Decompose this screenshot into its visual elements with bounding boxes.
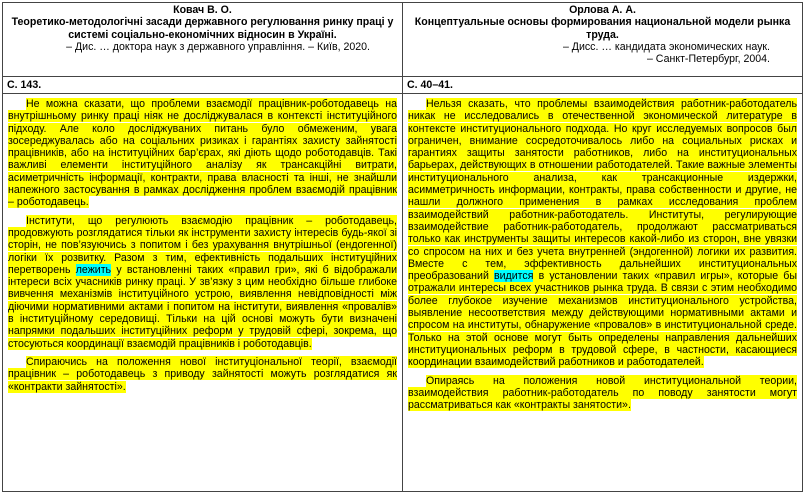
left-source: – Дис. … доктора наук з державного управління. – Київ, 2020. <box>66 40 370 53</box>
right-column <box>403 3 802 491</box>
right-source-line-1: – Дисс. … кандидата экономических наук. <box>562 40 770 53</box>
right-p2-text: Опираясь на положения новой институциональной теории, взаимодействия работник-работодатель по поводу занятости могут рассматриваться как «контракты занятости». <box>408 374 797 412</box>
left-title: Теоретико-методологічні засади державного регулювання ринку праці у системі соціально-економічних відносин в Україні. <box>11 16 394 41</box>
right-p1-text: Нельзя сказать, что проблемы взаимодействия работник-работодатель никак не исследовались в отечественной экономической литературе в контексте институционального подхода. Но круг исследуемых вопросов был ограничен, внимание сосредоточивалось либо на социальных рисках и гарантиях защиты занятости работников, либо на институциональных барьерах, действующих в отношении работодателей. Такие важные элементы институционального анализа, как трансакционные издержки, асимметричность информации, контракты, права собственности и другие, не нашли должного применения в рамках исследования проблем взаимодействий работник-работодатель. Институты, регулирующие взаимодействие работник-работодатель, продолжают рассматриваться только как инструменты защиты интересов какой-либо из сторон, вне увязки со спросом на них и без учета внутренней (эндогенной) логики их развития. Вместе с тем, эффективность дальнейших институциональных преобразований <box>408 98 797 283</box>
right-p1-text-c: в установлении таких «правил игры», которые бы отражали интересы всех участников рынка труда. В связи с этим необходимо более глубокое изучение механизмов институционального устройства, выявление несоответствия между действующими нормативными актами и спросом на институты, обнаружение «провалов» в институциональной среде. Только на этой основе могут быть определены направления дальнейших институциональных реформ в трудовой сфере, в частности, касающиеся координации взаимодействий работников и работодателей. <box>408 270 797 369</box>
right-paragraph-2 <box>408 375 797 412</box>
left-p2-diff-word: лежить <box>75 263 112 276</box>
comparison-table <box>2 2 803 492</box>
left-p2-text-a: Інститути, що регулюють взаємодію працівник – роботодавець, продовжують розглядатися тільки як інструменти захисту інтересів будь-якої зі сторін, не пов’язуючись з попитом і без урахування внутрішньої (ендогенної) логіки їх розвитку. Разом з тим, ефективність подальших інституційних перетворень <box>8 214 397 276</box>
left-p3-text: Спираючись на положення нової інституціональної теорії, взаємодії працівник – роботодавець з приводу зайнятості можуть розглядатися як «контракти зайнятості». <box>8 355 397 393</box>
left-column <box>3 3 403 491</box>
right-paragraph-1 <box>408 98 797 369</box>
right-p1-diff-word: видится <box>494 270 534 283</box>
right-author: Орлова А. А. <box>569 4 636 16</box>
left-p1-text: Не можна сказати, що проблеми взаємодії працівник-роботодавець на внутрішньому ринку праці ніяк не досліджувалася в контексті інституційного підходу. Але коло досліджуваних питань було обмеженим, увага зосереджувалась або на соціальних ризиках і гарантіях захисту зайнятості працівників, або на інституційних бар’єрах, які діють щодо роботодавців. Такі важливі елементи інституційного аналізу як трансакційні витрати, асиметричність інформації, контракти, права власності та інші, не знайшли напежного застосування в рамках дослідження проблем взаємодій працівник – роботодавець. <box>8 98 397 209</box>
right-header <box>403 3 802 77</box>
right-title: Концептуальные основы формирования национальной модели рынка труда. <box>414 16 791 41</box>
right-page-ref: С. 40–41. <box>403 77 802 94</box>
left-header <box>3 3 402 77</box>
right-text <box>403 94 802 491</box>
left-paragraph-1 <box>8 98 397 209</box>
left-page-ref: С. 143. <box>3 77 402 94</box>
left-p2-text-c: у встановленні таких «правил гри», які б відображали інтереси всіх учасників ринку праці. У зв’язку з цим необхідно більше глибоке вивчення механізмів інституційного устрою, виявлення невідповідності між діючими нормативними актами і попитом на інститути, виявлення «провалів» в інституційному середовищі. Тільки на цій основі можуть бути визначені напрямки подальших інституційних реформ у трудовій сфері, зокрема, що стосуються координації взаємодій працівників і роботодавців. <box>8 263 397 350</box>
right-source-line-2: – Санкт-Петербург, 2004. <box>646 53 770 66</box>
left-author: Ковач В. О. <box>173 4 232 16</box>
left-paragraph-2 <box>8 215 397 350</box>
left-text <box>3 94 402 491</box>
left-paragraph-3 <box>8 356 397 393</box>
